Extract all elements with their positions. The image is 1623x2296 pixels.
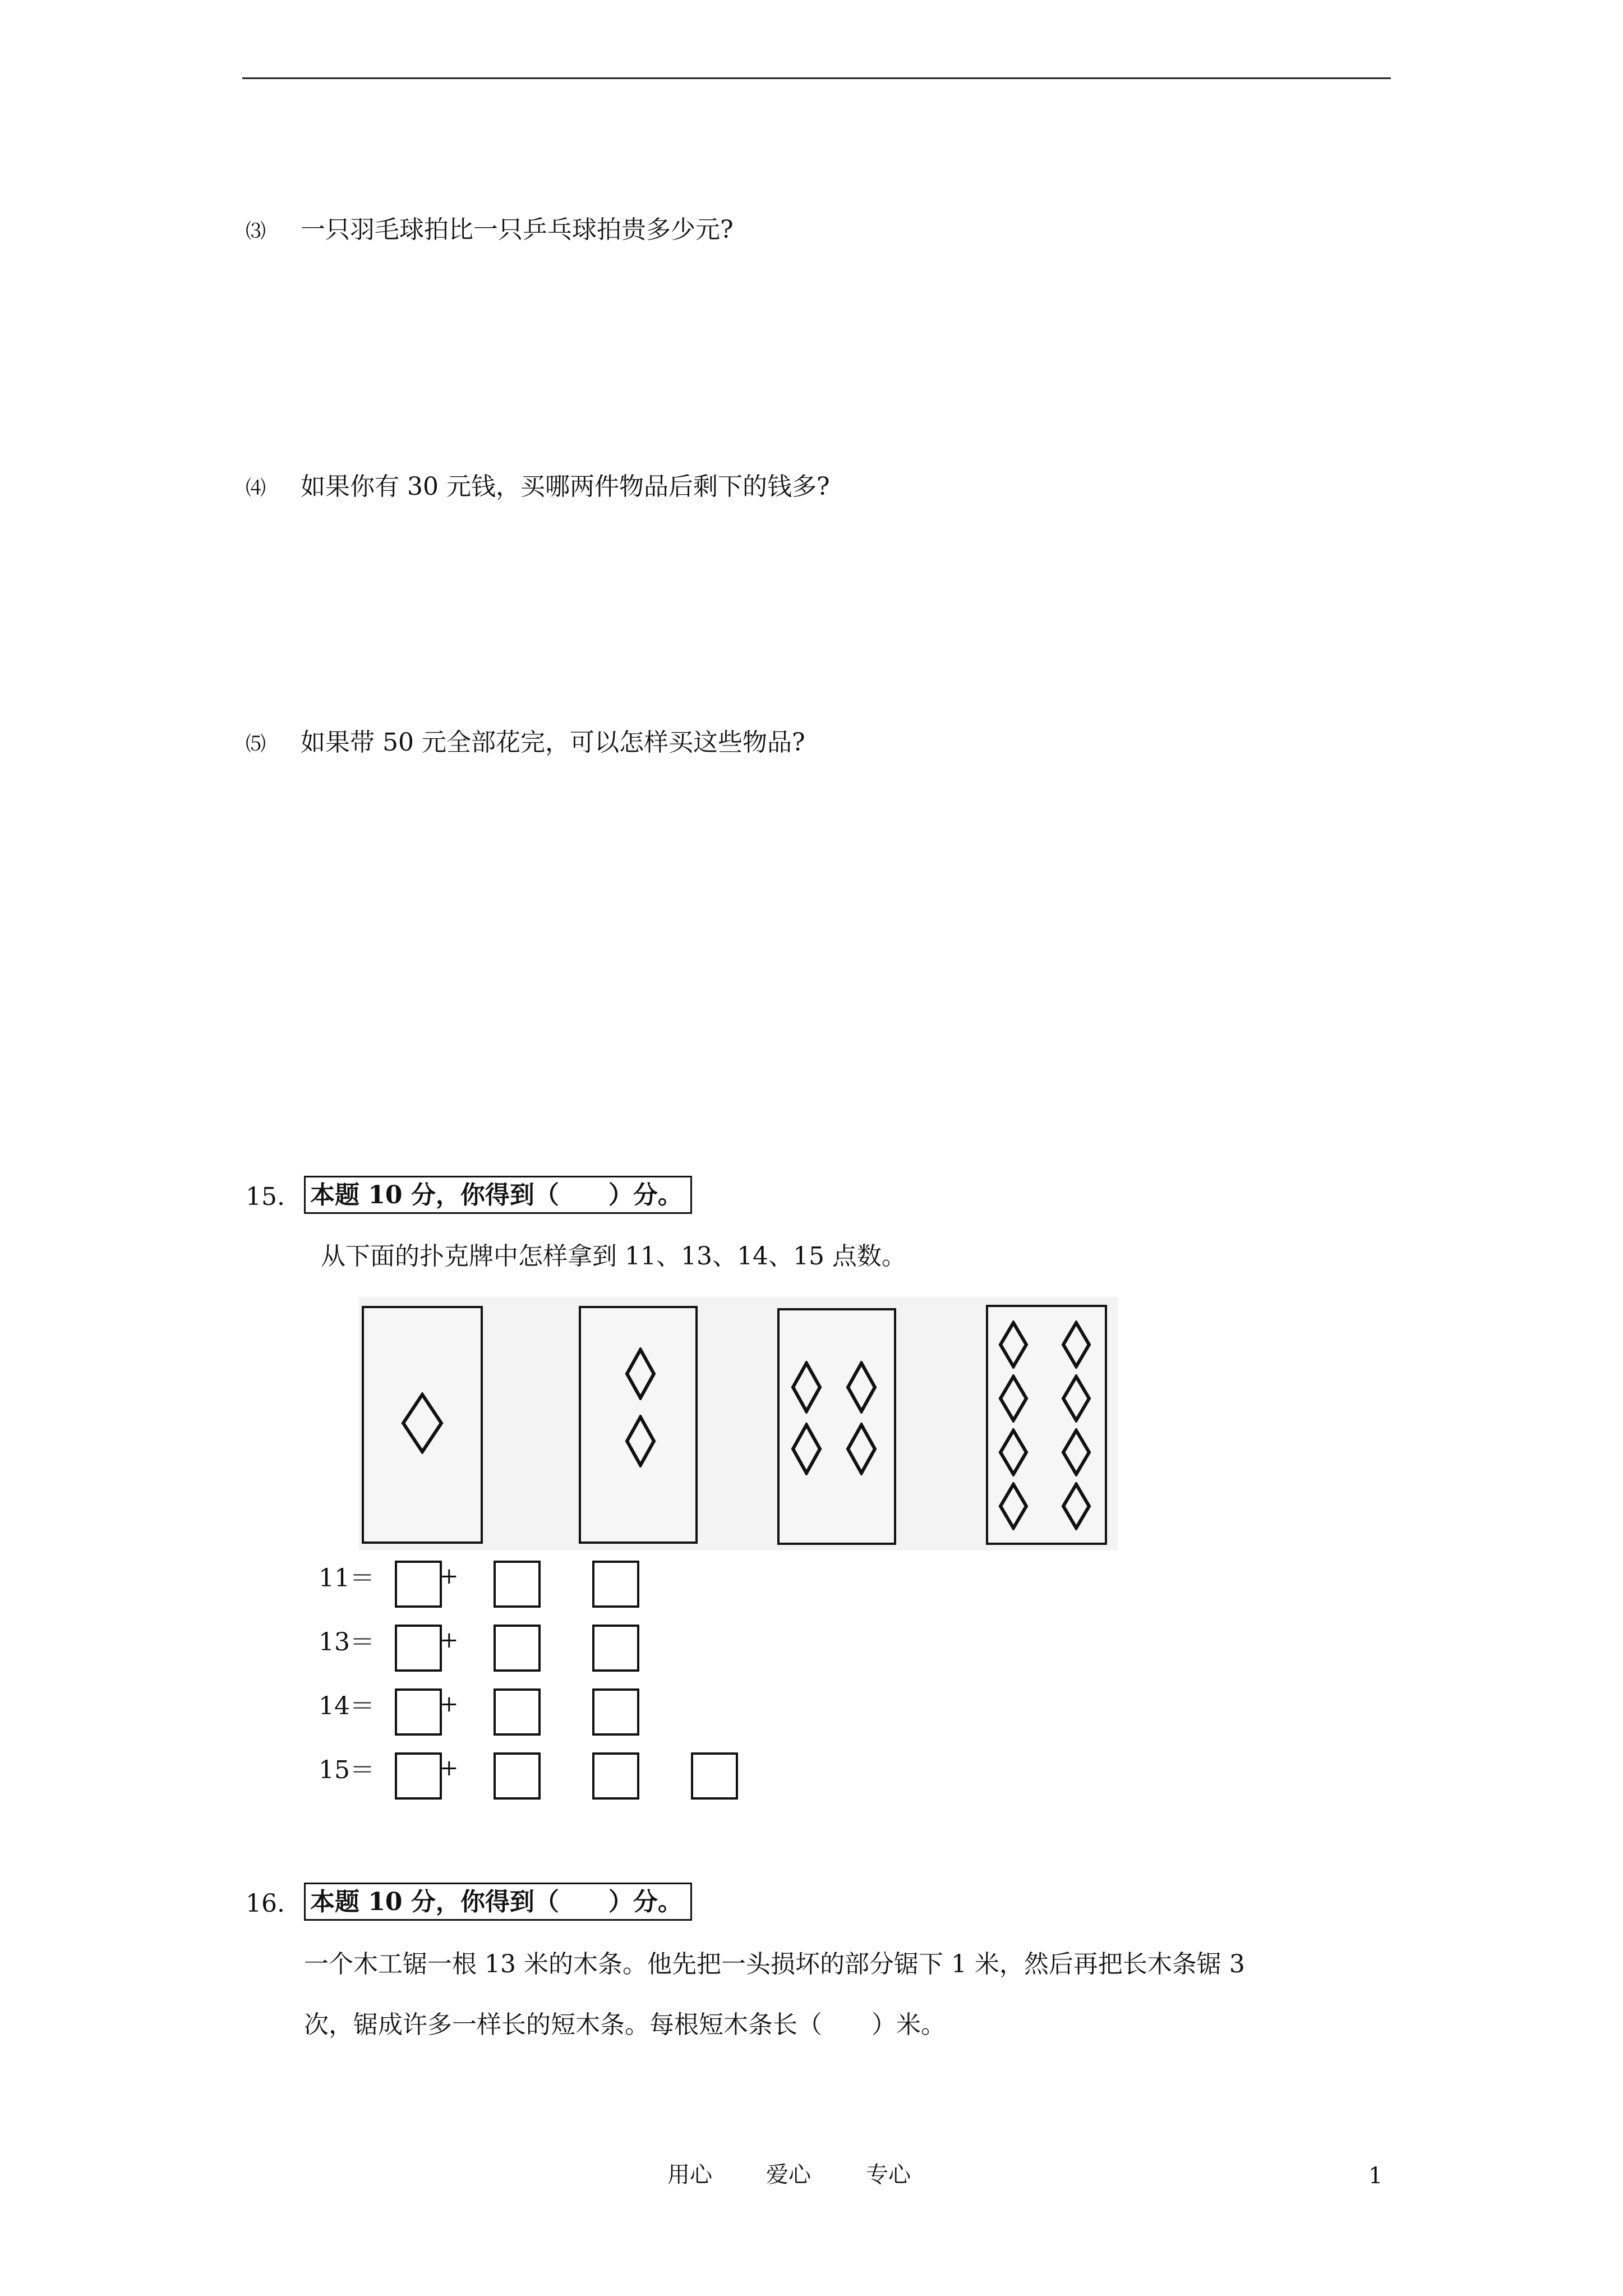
q16-score-box: 本题 10 分，你得到（ ）分。 <box>304 1883 692 1921</box>
diamond-icon <box>1061 1428 1091 1476</box>
plus-sign: + <box>440 1627 459 1653</box>
diamond-icon <box>625 1347 656 1400</box>
question-3 <box>246 213 734 249</box>
q15-instruction: 从下面的扑克牌中怎样拿到 11、13、14、15 点数。 <box>321 1242 906 1271</box>
answer-box[interactable] <box>592 1561 639 1608</box>
playing-card-4 <box>986 1305 1107 1545</box>
diamond-icon <box>400 1392 445 1454</box>
diamond-icon <box>846 1361 877 1414</box>
page-number: 1 <box>1368 2163 1383 2189</box>
equation-11-label: 11＝ <box>319 1564 375 1593</box>
equation-15-label: 15＝ <box>319 1756 375 1784</box>
footer-motto-2: 爱心 <box>766 2162 811 2188</box>
q16-line-2: 次，锯成许多一样长的短木条。每根短木条长（ ）米。 <box>304 2010 946 2039</box>
answer-box[interactable] <box>494 1625 541 1672</box>
answer-box[interactable] <box>592 1625 639 1672</box>
answer-box[interactable] <box>494 1752 541 1800</box>
question-5-number: ⑸ <box>246 733 266 756</box>
diamond-icon <box>998 1320 1029 1369</box>
answer-box[interactable] <box>494 1688 541 1736</box>
footer-motto-3: 专心 <box>866 2162 911 2188</box>
equation-14-label: 14＝ <box>319 1692 375 1720</box>
answer-box[interactable] <box>395 1688 442 1736</box>
diamond-icon <box>625 1415 656 1467</box>
diamond-icon <box>998 1428 1029 1476</box>
diamond-icon <box>1061 1374 1091 1423</box>
playing-cards-figure <box>359 1297 1118 1550</box>
q16-number: 16. <box>246 1889 285 1918</box>
diamond-icon <box>846 1423 877 1475</box>
playing-card-3 <box>777 1308 896 1545</box>
plus-sign: + <box>440 1755 459 1781</box>
plus-sign: + <box>440 1691 459 1717</box>
playing-card-2 <box>579 1306 698 1544</box>
header-rule <box>242 77 1391 79</box>
q15-number: 15. <box>246 1182 285 1211</box>
question-4 <box>246 470 830 505</box>
question-5 <box>246 726 805 761</box>
answer-box[interactable] <box>395 1625 442 1672</box>
answer-box[interactable] <box>494 1561 541 1608</box>
answer-box[interactable] <box>592 1688 639 1736</box>
answer-box[interactable] <box>395 1752 442 1800</box>
question-5-text: 如果带 50 元全部花完，可以怎样买这些物品? <box>301 728 805 757</box>
answer-box[interactable] <box>592 1752 639 1800</box>
q15-score-box: 本题 10 分，你得到（ ）分。 <box>304 1176 692 1214</box>
question-4-text: 如果你有 30 元钱，买哪两件物品后剩下的钱多? <box>301 472 830 501</box>
diamond-icon <box>791 1361 822 1414</box>
equation-13-label: 13＝ <box>319 1628 375 1657</box>
footer-motto-1: 用心 <box>667 2162 712 2188</box>
playing-card-1 <box>362 1306 483 1544</box>
answer-box[interactable] <box>691 1752 738 1800</box>
q16-line-1: 一个木工锯一根 13 米的木条。他先把一头损坏的部分锯下 1 米，然后再把长木条锯 3 <box>304 1950 1245 1978</box>
answer-box[interactable] <box>395 1561 442 1608</box>
diamond-icon <box>998 1374 1029 1423</box>
diamond-icon <box>791 1423 822 1475</box>
question-3-number: ⑶ <box>246 220 266 243</box>
diamond-icon <box>1061 1320 1091 1369</box>
question-3-text: 一只羽毛球拍比一只乒乓球拍贵多少元? <box>301 215 734 244</box>
plus-sign: + <box>440 1563 459 1589</box>
question-4-number: ⑷ <box>246 477 266 500</box>
diamond-icon <box>1061 1482 1091 1530</box>
diamond-icon <box>998 1482 1029 1530</box>
